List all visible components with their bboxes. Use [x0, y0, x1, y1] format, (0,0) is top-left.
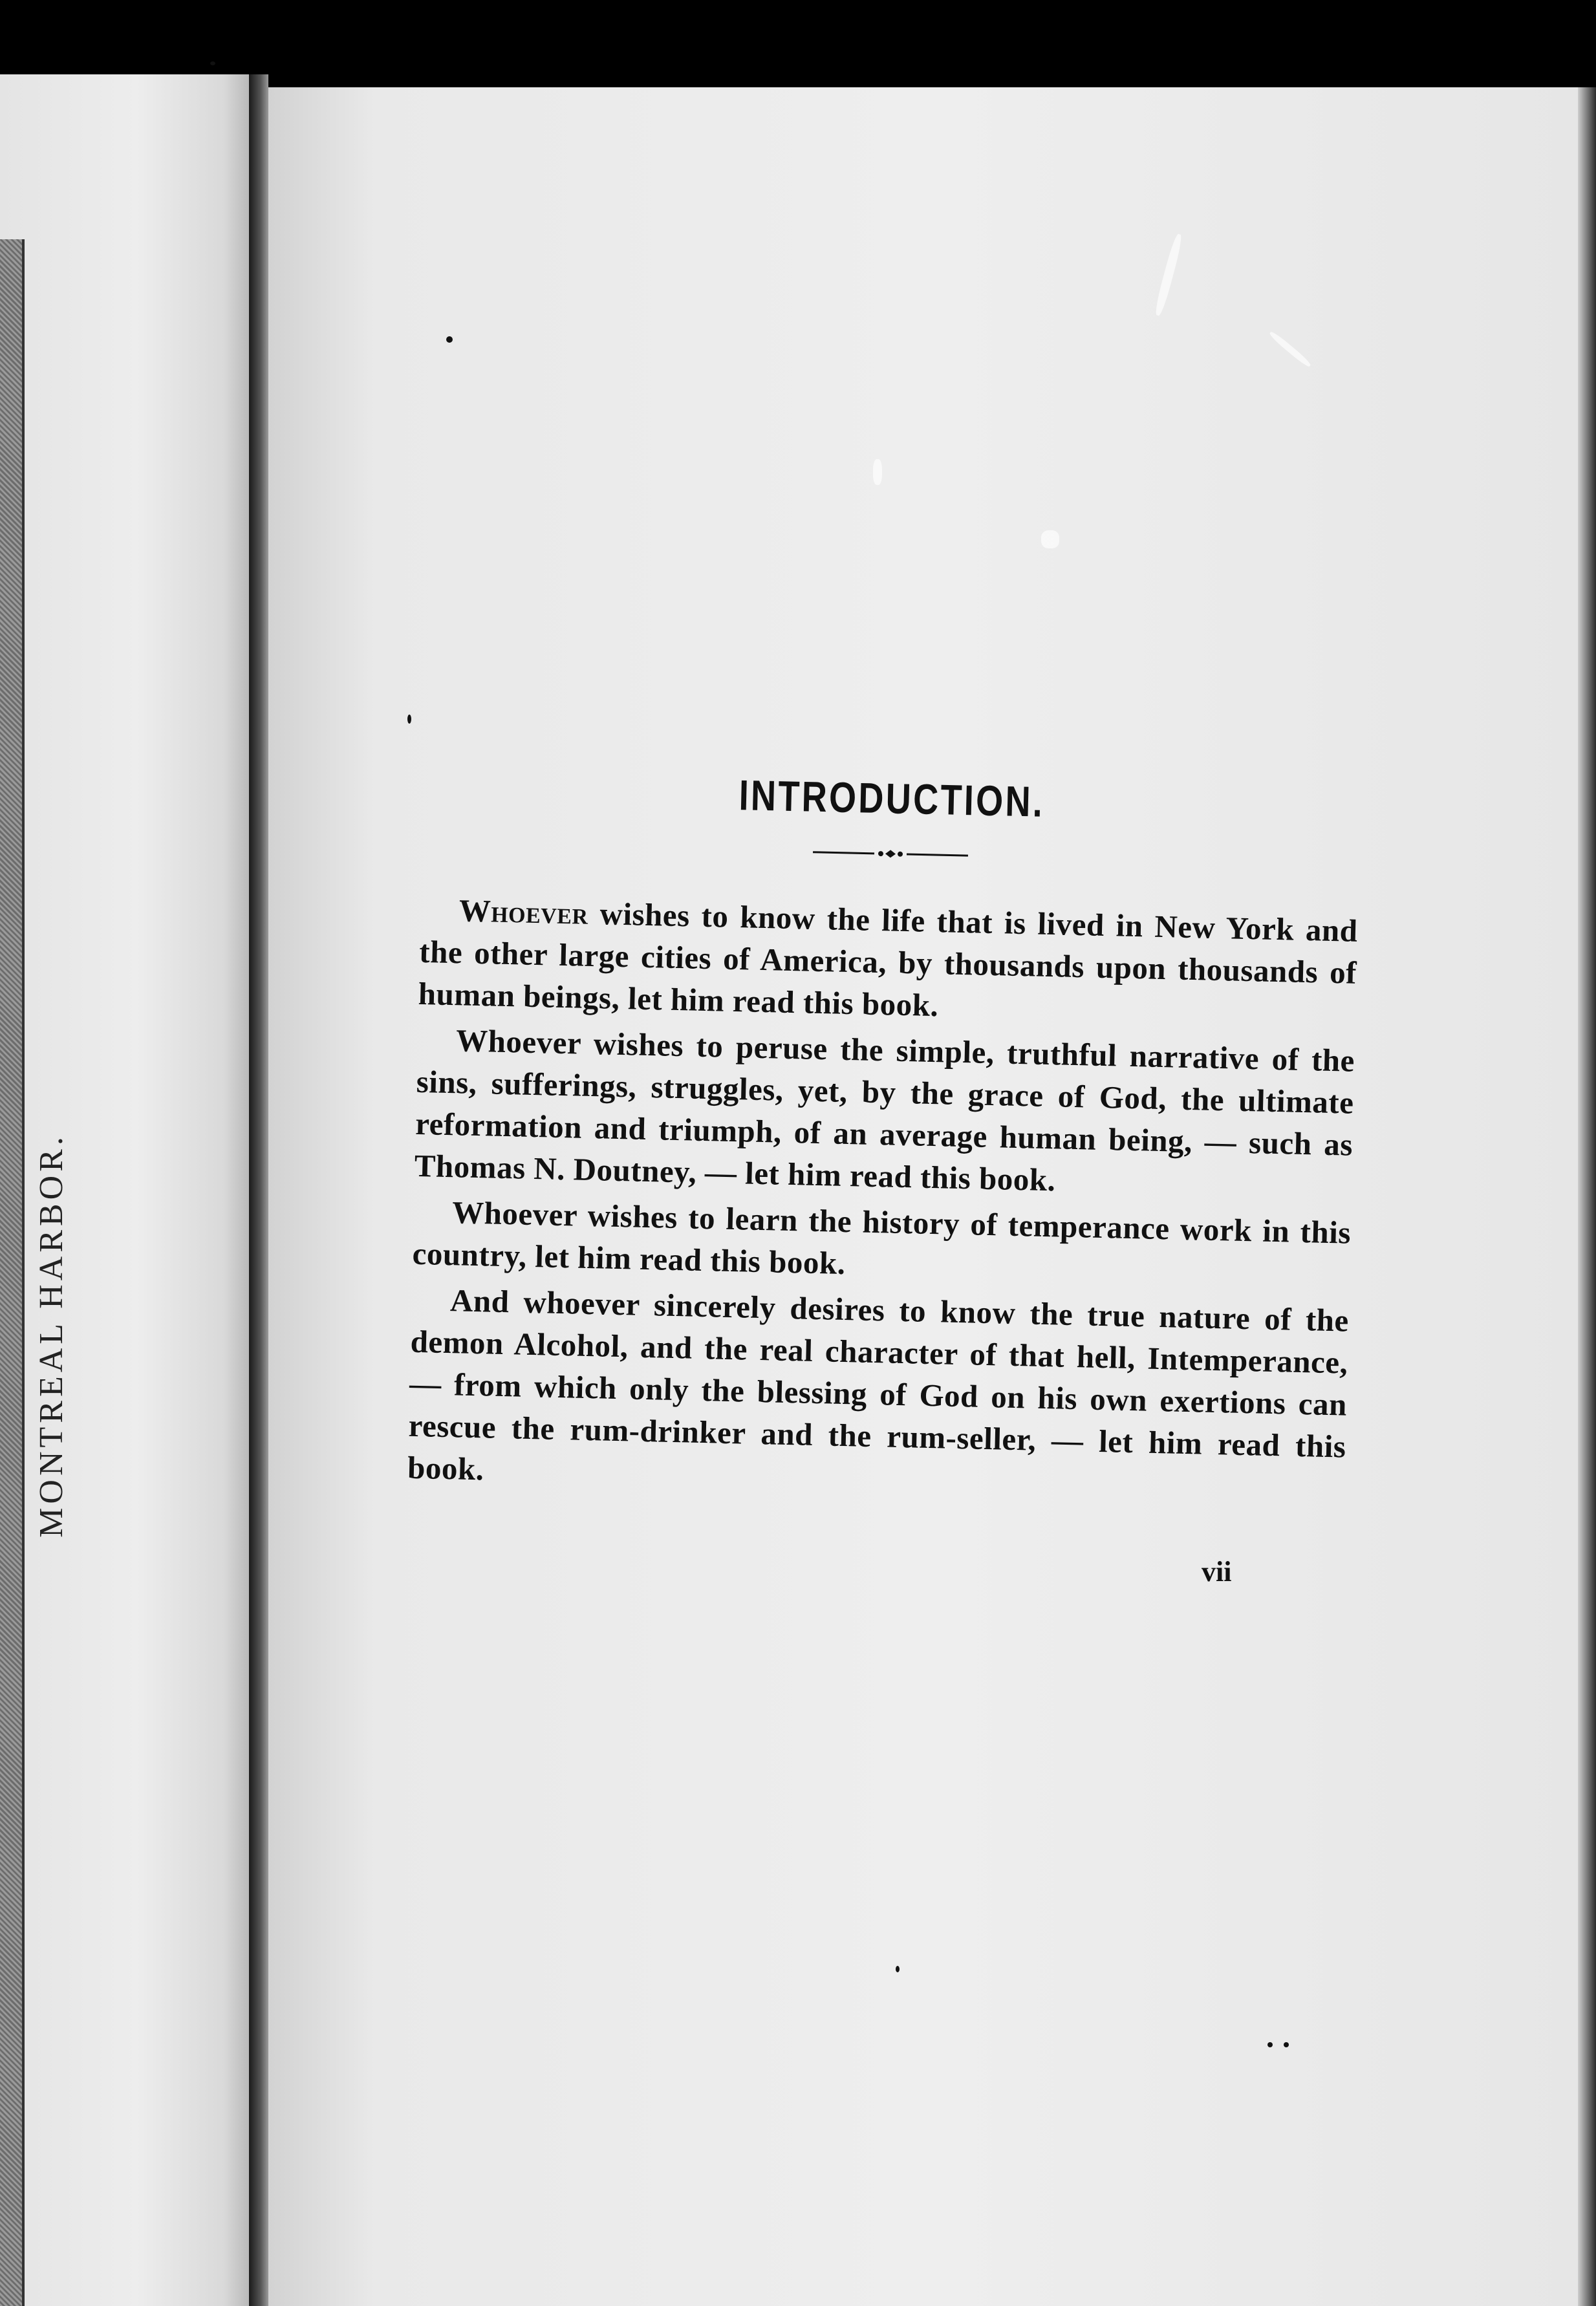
scan-speck: [1284, 2042, 1289, 2047]
scan-flake: [1041, 530, 1059, 548]
introduction-text-block: [407, 763, 1361, 1514]
book-gutter: [249, 74, 268, 2306]
paragraph-2: Whoever wishes to peruse the simple, truthful narrative of the sins, sufferings, struggles, yet, by the grace of God, the ultimate reformation and triumph, of an average human being, — such as Thomas N. Doutney, — let him read this book.: [414, 1022, 1355, 1198]
paragraph-4: And whoever sincerely desires to know the true nature of the demon Alcohol, and the real character of that hell, Intemperance, — from which only the blessing of God on his own exertions can rescue the rum-drinker and the rum-seller, — let him read this book.: [407, 1282, 1350, 1487]
page-edge-shadow: [1578, 87, 1596, 2306]
paragraph-3: Whoever wishes to learn the history of temperance work in this country, let him read this book.: [412, 1194, 1352, 1281]
scan-speck: [210, 61, 215, 65]
paragraph-1-lead: Whoever: [458, 892, 589, 931]
engraving-plate-edge: [0, 239, 25, 2306]
scan-flake: [873, 459, 882, 485]
page-number: vii: [1202, 1556, 1232, 1588]
paragraph-1-text: wishes to know the life that is lived in New York and the other large cities of America, by thousands upon thousands of human beings, let him read this book.: [418, 895, 1359, 1024]
scan-speck: [896, 1966, 900, 1972]
scan-speck: [446, 336, 453, 343]
plate-caption: MONTREAL HARBOR.: [33, 1133, 70, 1538]
scan-speck: [407, 715, 411, 724]
ornament-rule-icon: [813, 846, 968, 862]
page-title: INTRODUCTION.: [738, 771, 1046, 826]
paragraph-1: [418, 889, 1358, 1036]
scan-speck: [1267, 2042, 1273, 2047]
